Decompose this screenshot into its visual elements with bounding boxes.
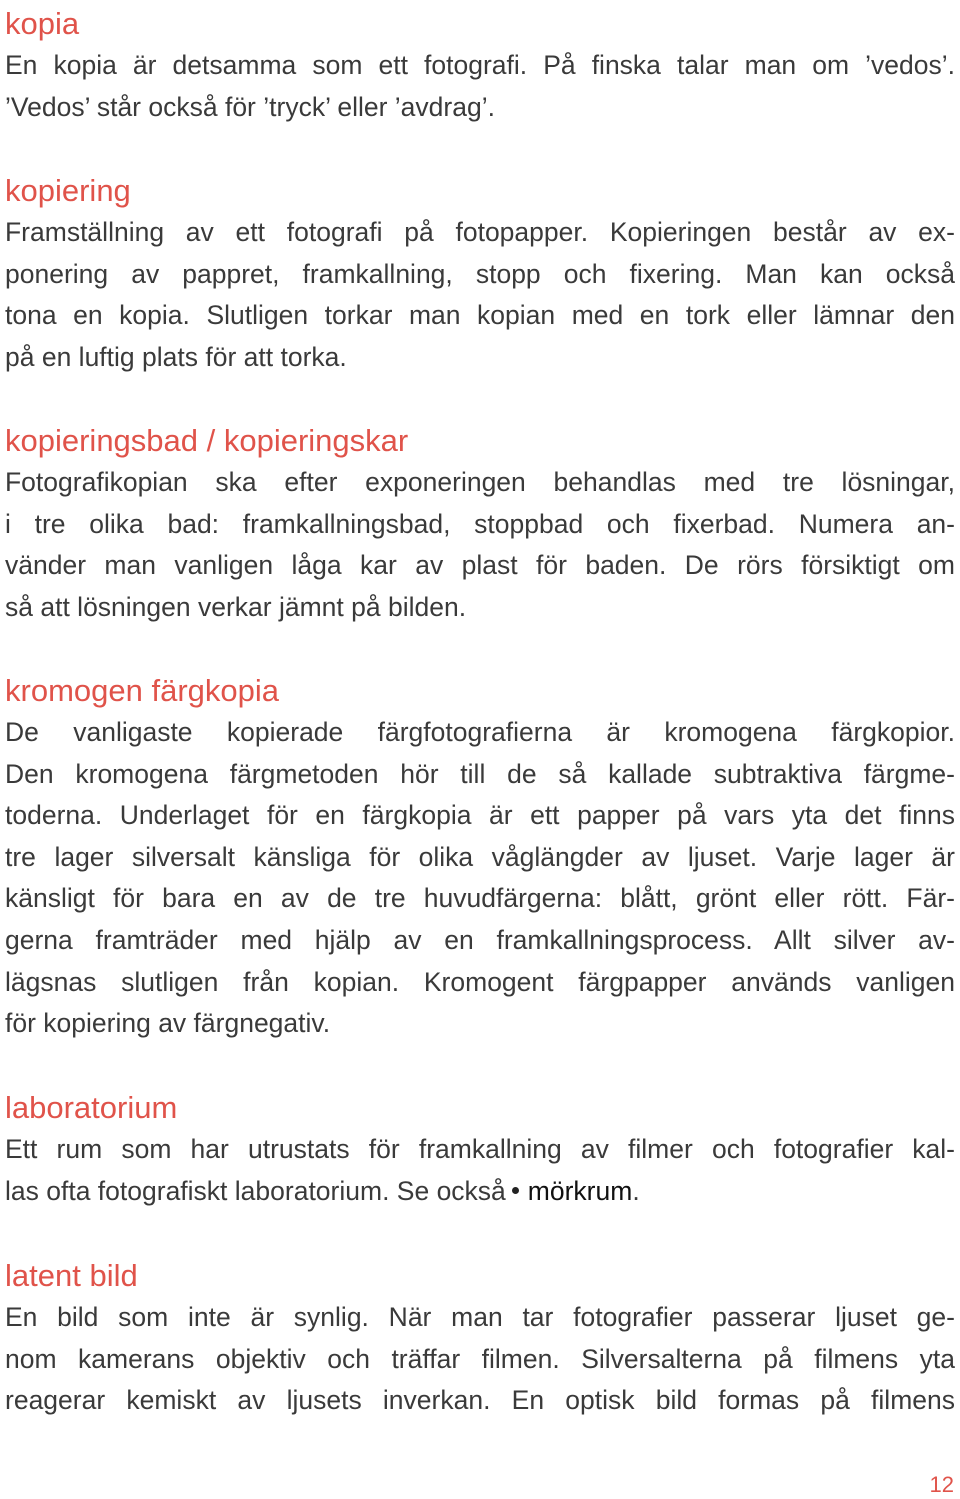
- definition-line: [5, 1171, 955, 1213]
- entry-term: kopiering: [5, 173, 131, 208]
- entry-latent-bild: [5, 1255, 955, 1422]
- definition-line: för kopiering av färgnegativ.: [5, 1008, 331, 1039]
- definition-line: Framställning av ett fotografi på fotopapper. Kopieringen består av ex-: [5, 217, 955, 247]
- page-number: 12: [929, 1472, 954, 1497]
- definition-line: tre lager silversalt känsliga för olika våglängder av ljuset. Varje lager är: [5, 841, 955, 872]
- definition-text: las ofta fotografiskt laboratorium. Se också: [5, 1175, 506, 1206]
- definition-line: gerna framträder med hjälp av en framkallningsprocess. Allt silver av-: [5, 924, 955, 955]
- definition-line: reagerar kemiskt av ljusets inverkan. En optisk bild formas på filmens: [5, 1385, 955, 1416]
- entry-definition: [5, 1129, 955, 1212]
- definition-line: Fotografikopian ska efter exponeringen behandlas med tre lösningar,: [5, 467, 955, 497]
- entry-definition: [5, 462, 955, 628]
- definition-line: i tre olika bad: framkallningsbad, stoppbad och fixerbad. Numera an-: [5, 508, 955, 539]
- definition-line: tona en kopia. Slutligen torkar man kopian med en tork eller lämnar den: [5, 300, 955, 331]
- definition-line: lägsnas slutligen från kopian. Kromogent färgpapper används vanligen: [5, 966, 955, 997]
- cross-reference-link[interactable]: mörkrum: [527, 1175, 633, 1206]
- entry-definition: [5, 45, 955, 128]
- definition-line: nom kamerans objektiv och träffar filmen. Silversalterna på filmens yta: [5, 1343, 955, 1374]
- definition-line: Den kromogena färgmetoden hör till de så kallade subtraktiva färgme-: [5, 758, 955, 789]
- entry-definition: [5, 712, 955, 1045]
- definition-line: ponering av pappret, framkallning, stopp och fixering. Man kan också: [5, 258, 955, 289]
- entry-term: latent bild: [5, 1258, 138, 1293]
- entry-term: kromogen färgkopia: [5, 673, 279, 708]
- definition-line: De vanligaste kopierade färgfotografierna är kromogena färgkopior.: [5, 717, 955, 747]
- entry-kopiering: [5, 170, 955, 378]
- definition-line: toderna. Underlaget för en färgkopia är ett papper på vars yta det finns: [5, 800, 955, 831]
- entry-kromogen-fargkopia: [5, 670, 955, 1045]
- entry-term: kopia: [5, 6, 80, 41]
- entry-term: kopieringsbad / kopieringskar: [5, 423, 409, 458]
- definition-line: så att lösningen verkar jämnt på bilden.: [5, 591, 467, 622]
- entry-definition: [5, 1297, 955, 1422]
- definition-line: En bild som inte är synlig. När man tar fotografier passerar ljuset ge-: [5, 1302, 955, 1332]
- definition-line: ’Vedos’ står också för ’tryck’ eller ’avdrag’.: [5, 91, 495, 122]
- definition-line: känsligt för bara en av de tre huvudfärgerna: blått, grönt eller rött. Fär-: [5, 883, 955, 914]
- entry-laboratorium: [5, 1087, 955, 1212]
- definition-line: vänder man vanligen låga kar av plast för baden. De rörs försiktigt om: [5, 550, 955, 581]
- entry-term: laboratorium: [5, 1090, 178, 1125]
- definition-text: .: [632, 1175, 640, 1206]
- definition-line: Ett rum som har utrustats för framkallning av filmer och fotografier kal-: [5, 1134, 955, 1164]
- definition-line: En kopia är detsamma som ett fotografi. På finska talar man om ’vedos’.: [5, 50, 955, 80]
- entry-definition: [5, 212, 955, 378]
- entry-kopia: [5, 3, 955, 128]
- definition-line: på en luftig plats för att torka.: [5, 341, 347, 372]
- cross-reference-bullet-icon: [512, 1187, 519, 1194]
- entry-kopieringsbad: [5, 420, 955, 628]
